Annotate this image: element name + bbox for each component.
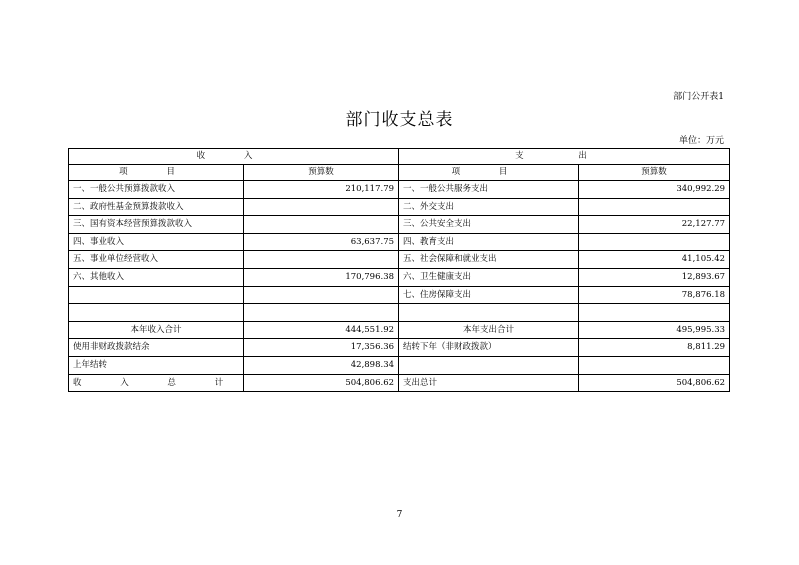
year-expense-total-value: 495,995.33 bbox=[579, 321, 730, 339]
nonfiscal-balance-label: 使用非财政拨款结余 bbox=[69, 339, 244, 357]
empty-cell bbox=[399, 356, 579, 374]
income-grand-total-label: 收 入 总 计 bbox=[69, 374, 244, 392]
table-number-label: 部门公开表1 bbox=[673, 92, 724, 102]
income-item: 二、政府性基金预算拨款收入 bbox=[69, 198, 244, 216]
expense-section-header: 支 出 bbox=[399, 149, 730, 165]
carry-forward-label: 结转下年（非财政拨款） bbox=[399, 339, 579, 357]
income-value bbox=[244, 286, 399, 304]
expense-value bbox=[579, 304, 730, 322]
income-value bbox=[244, 198, 399, 216]
expense-grand-total-label: 支出总计 bbox=[399, 374, 579, 392]
expense-item bbox=[399, 304, 579, 322]
expense-item: 七、住房保障支出 bbox=[399, 286, 579, 304]
year-income-total-label: 本年收入合计 bbox=[69, 321, 244, 339]
income-value: 63,637.75 bbox=[244, 233, 399, 251]
year-expense-total-label: 本年支出合计 bbox=[399, 321, 579, 339]
expense-value: 340,992.29 bbox=[579, 181, 730, 199]
income-item: 三、国有资本经营预算拨款收入 bbox=[69, 216, 244, 234]
income-item-header: 项 目 bbox=[69, 165, 244, 181]
expense-item: 六、卫生健康支出 bbox=[399, 268, 579, 286]
prior-balance-row bbox=[69, 356, 730, 374]
empty-cell bbox=[579, 356, 730, 374]
table-row bbox=[69, 268, 730, 286]
income-section-header: 收 入 bbox=[69, 149, 399, 165]
table-row bbox=[69, 181, 730, 199]
expense-value bbox=[579, 198, 730, 216]
expense-item: 三、公共安全支出 bbox=[399, 216, 579, 234]
income-value bbox=[244, 304, 399, 322]
expense-grand-total-value: 504,806.62 bbox=[579, 374, 730, 392]
nonfiscal-balance-value: 17,356.36 bbox=[244, 339, 399, 357]
table-row bbox=[69, 216, 730, 234]
income-item: 五、事业单位经营收入 bbox=[69, 251, 244, 269]
expense-item: 五、社会保障和就业支出 bbox=[399, 251, 579, 269]
year-total-row bbox=[69, 321, 730, 339]
expense-value: 41,105.42 bbox=[579, 251, 730, 269]
expense-item: 二、外交支出 bbox=[399, 198, 579, 216]
expense-item: 一、一般公共服务支出 bbox=[399, 181, 579, 199]
income-value: 210,117.79 bbox=[244, 181, 399, 199]
budget-summary-table bbox=[68, 148, 730, 392]
page-title: 部门收支总表 bbox=[345, 110, 454, 130]
income-value: 170,796.38 bbox=[244, 268, 399, 286]
expense-value bbox=[579, 233, 730, 251]
income-grand-total-value: 504,806.62 bbox=[244, 374, 399, 392]
prior-balance-value: 42,898.34 bbox=[244, 356, 399, 374]
table-row bbox=[69, 198, 730, 216]
expense-item-header: 项 目 bbox=[399, 165, 579, 181]
column-header-row bbox=[69, 165, 730, 181]
expense-value: 78,876.18 bbox=[579, 286, 730, 304]
income-value bbox=[244, 251, 399, 269]
grand-total-row bbox=[69, 374, 730, 392]
income-item bbox=[69, 286, 244, 304]
income-item bbox=[69, 304, 244, 322]
income-budget-header: 预算数 bbox=[244, 165, 399, 181]
table-row bbox=[69, 304, 730, 322]
year-income-total-value: 444,551.92 bbox=[244, 321, 399, 339]
income-item: 一、一般公共预算拨款收入 bbox=[69, 181, 244, 199]
table-row bbox=[69, 251, 730, 269]
table-row bbox=[69, 233, 730, 251]
expense-value: 12,893.67 bbox=[579, 268, 730, 286]
income-item: 四、事业收入 bbox=[69, 233, 244, 251]
income-item: 六、其他收入 bbox=[69, 268, 244, 286]
prior-balance-label: 上年结转 bbox=[69, 356, 244, 374]
expense-value: 22,127.77 bbox=[579, 216, 730, 234]
expense-item: 四、教育支出 bbox=[399, 233, 579, 251]
expense-budget-header: 预算数 bbox=[579, 165, 730, 181]
table-row bbox=[69, 286, 730, 304]
section-header-row bbox=[69, 149, 730, 165]
income-value bbox=[244, 216, 399, 234]
page-number: 7 bbox=[396, 510, 403, 520]
carry-forward-value: 8,811.29 bbox=[579, 339, 730, 357]
balance-row bbox=[69, 339, 730, 357]
unit-label: 单位：万元 bbox=[678, 136, 724, 146]
